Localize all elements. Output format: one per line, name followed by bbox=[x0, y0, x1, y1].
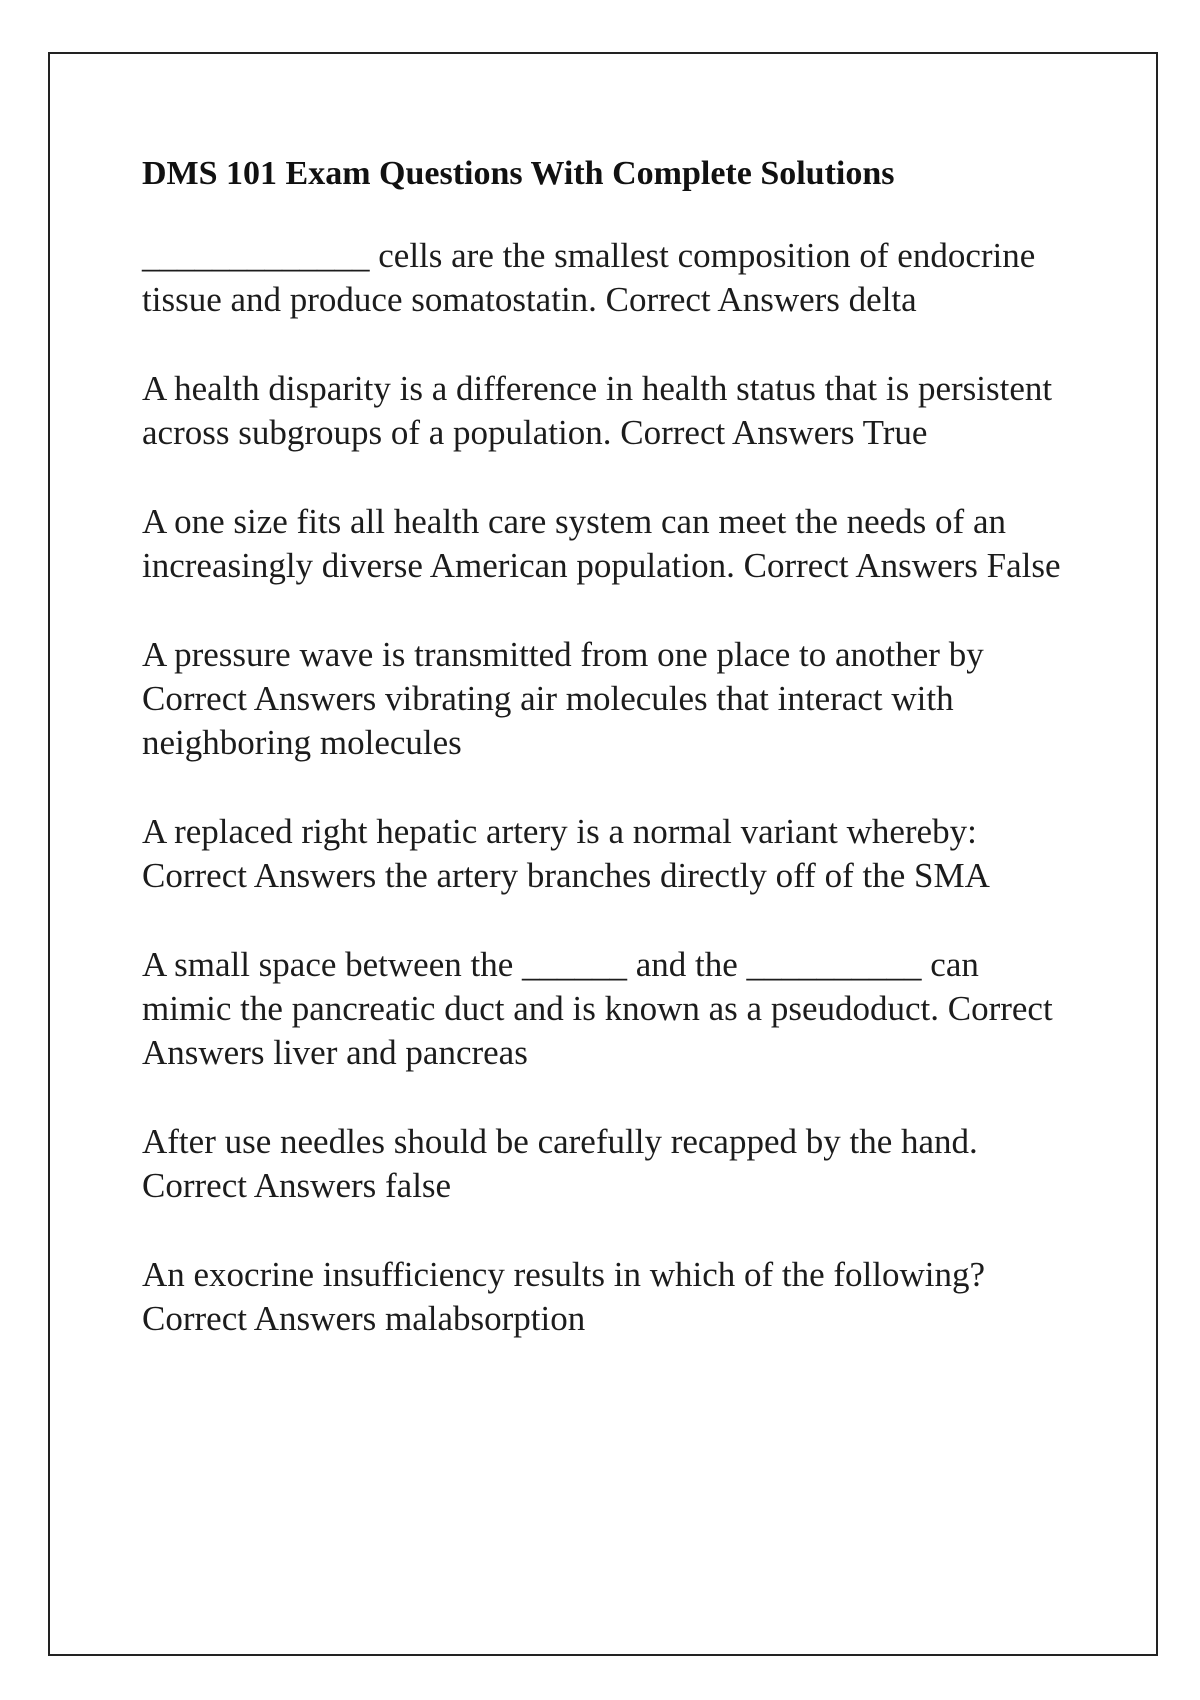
question-item: A health disparity is a difference in health status that is persistent across subgroups of a population. Correct Answers True bbox=[142, 369, 1053, 453]
question-item: A small space between the ______ and the __________ can mimic the pancreatic duct and is known as a pseudoduct. Correct Answers liver and pancreas bbox=[142, 945, 1053, 1073]
question-item: A pressure wave is transmitted from one place to another by Correct Answers vibrating air molecules that interact with neighboring molecules bbox=[142, 635, 984, 763]
question-item: A replaced right hepatic artery is a normal variant whereby: Correct Answers the artery branches directly off of the SMA bbox=[142, 812, 990, 896]
document-body bbox=[142, 152, 1062, 1386]
question-item: A one size fits all health care system can meet the needs of an increasingly diverse American population. Correct Answers False bbox=[142, 502, 1061, 586]
question-item: _____________ cells are the smallest composition of endocrine tissue and produce somatostatin. Correct Answers delta bbox=[142, 236, 1036, 320]
question-item: After use needles should be carefully recapped by the hand. Correct Answers false bbox=[142, 1122, 978, 1206]
document-title: DMS 101 Exam Questions With Complete Solutions bbox=[142, 155, 895, 192]
question-list bbox=[142, 234, 1062, 1341]
question-item: An exocrine insufficiency results in which of the following? Correct Answers malabsorption bbox=[142, 1255, 986, 1339]
